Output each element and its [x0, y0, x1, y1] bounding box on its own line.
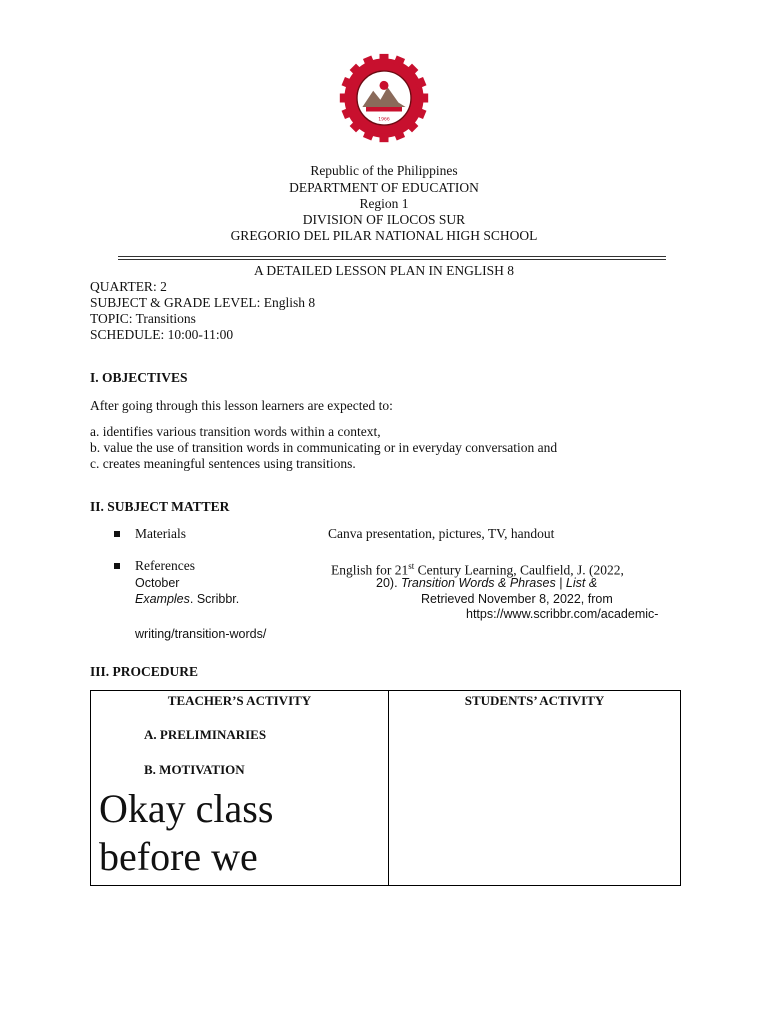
objective-c: c. creates meaningful sentences using transitions. — [90, 456, 356, 471]
reference-title-suffix: Century Learning, Caulfield, J. (2022, — [414, 562, 624, 578]
plan-title: A DETAILED LESSON PLAN IN ENGLISH 8 — [254, 263, 514, 278]
reference-superscript: st — [408, 561, 415, 571]
references-label: References — [135, 558, 195, 573]
materials-value: Canva presentation, pictures, TV, handout — [328, 526, 555, 541]
header-department: DEPARTMENT OF EDUCATION — [289, 180, 479, 195]
reference-url-part-2: writing/transition-words/ — [135, 627, 267, 641]
objective-a: a. identifies various transition words within a context, — [90, 424, 381, 439]
students-activity-header: STUDENTS’ ACTIVITY — [464, 693, 605, 708]
reference-title-prefix: English for 21 — [331, 562, 409, 578]
quarter: QUARTER: 2 — [90, 279, 167, 294]
header-region: Region 1 — [359, 196, 409, 211]
header-divider — [118, 256, 666, 257]
school-seal-logo — [339, 53, 429, 143]
objectives-intro: After going through this lesson learners are expected to: — [90, 398, 393, 413]
reference-line-2 — [376, 575, 597, 591]
header-school: GREGORIO DEL PILAR NATIONAL HIGH SCHOOL — [230, 228, 538, 243]
bullet-icon — [114, 563, 120, 569]
motivation-label: B. MOTIVATION — [144, 762, 245, 777]
objective-b: b. value the use of transition words in communicating or in everyday conversation and — [90, 440, 558, 455]
reference-article-title: Transition Words & Phrases | List & — [401, 576, 598, 590]
subject-grade: SUBJECT & GRADE LEVEL: English 8 — [90, 295, 316, 310]
reference-publisher: . Scribbr. — [189, 592, 240, 606]
reference-url-part-1: https://www.scribbr.com/academic- — [466, 607, 659, 621]
teacher-script-line-1: Okay class — [99, 786, 274, 831]
reference-october: October — [135, 576, 180, 590]
preliminaries-label: A. PRELIMINARIES — [144, 727, 267, 742]
teacher-activity-cell — [91, 691, 389, 886]
header-republic: Republic of the Philippines — [310, 163, 458, 178]
topic: TOPIC: Transitions — [90, 311, 196, 326]
header-division: DIVISION OF ILOCOS SUR — [302, 212, 466, 227]
header-divider-2 — [118, 259, 666, 260]
procedure-table — [90, 690, 681, 886]
teacher-script-line-2: before we — [99, 834, 258, 879]
students-activity-cell — [389, 691, 681, 886]
reference-retrieved: Retrieved November 8, 2022, from — [421, 592, 613, 606]
svg-text:1966: 1966 — [378, 117, 390, 123]
reference-line-3 — [135, 591, 239, 607]
subject-matter-heading: II. SUBJECT MATTER — [90, 499, 230, 514]
reference-date: 20). — [376, 576, 402, 590]
schedule: SCHEDULE: 10:00-11:00 — [90, 327, 234, 342]
bullet-icon — [114, 531, 120, 537]
procedure-heading: III. PROCEDURE — [90, 664, 199, 679]
objectives-heading: I. OBJECTIVES — [90, 370, 188, 385]
materials-label: Materials — [135, 526, 186, 541]
teacher-activity-header: TEACHER’S ACTIVITY — [167, 693, 312, 708]
reference-examples: Examples — [135, 592, 190, 606]
